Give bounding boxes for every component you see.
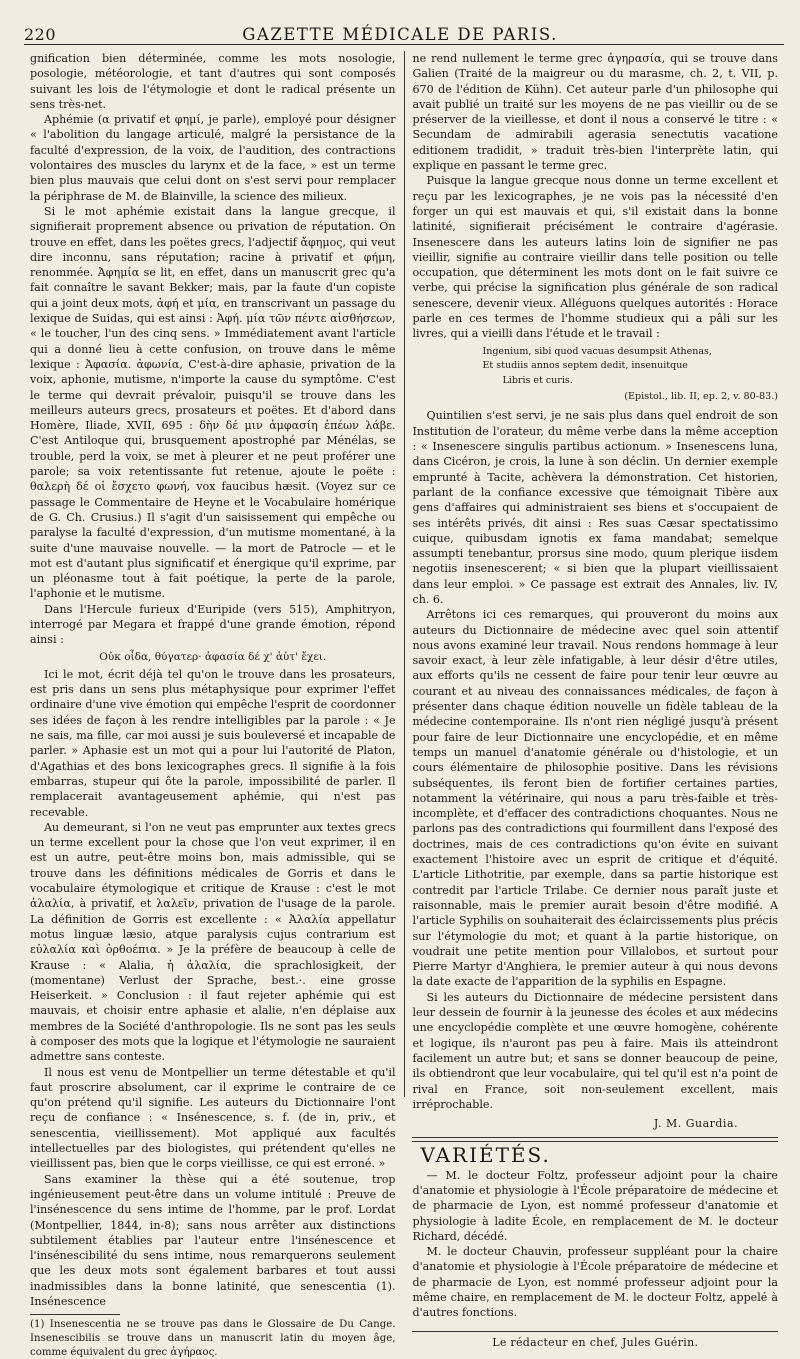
page-number: 220 [24, 25, 57, 44]
quote-line: Ingenium, sibi quod vacuas desumpsit Athenas, [482, 345, 712, 357]
paragraph: Si le mot aphémie existait dans la langue grecque, il signifierait proprement absence ou privation de réputation. On trouve en effet, dans les poëtes grecs, l'adjectif ἄφημος, qui veut dire inconnu, sans réputation; racine à privatif et φήμη, renommée. Ἀφημία se lit, en effet, dans un manuscrit grec qu'a fait connaître le savant Bekker; mais, par la faute d'un copiste qui a joint deux mots, ἀφή et μία, en transcrivant un passage du lexique de Suidas, qui est ainsi : Ἀφή. μία τῶν πέντε αἰσθήσεων, « le toucher, l'un des cinq sens. » Immédiatement avant l'article qui a donné lieu à cette confusion, on trouve dans le même lexique : Ἀφασία. ἀφωνία, C'est-à-dire aphasie, privation de la voix, aphonie, mutisme, n'importe la cause du symptôme. C'est le terme qui devrait prévaloir, puisqu'il se trouve dans les meilleurs auteurs grecs, prosateurs et poëtes. Et d'abord dans Homère, Iliade, XVII, 695 : δὴν δέ μιν ἀμφασίη ἐπέων λάβε. C'est Antiloque qui, brusquement apostrophé par Ménélas, se trouble, perd la voix, se met à pleurer et ne peut proférer une parole; sa voix retentissante fut retenue, ajoute le poëte : θαλερὴ δέ οἱ ἔσχετο φωνή, vox faucibus hæsit. (Voyez sur ce passage le Commentaire de Heyne et le Vocabulaire homérique de G. Ch. Crusius.) Il s'agit d'un saisissement qui empêche ou paralyse la faculté d'expression, d'un mutisme momentané, à la suite d'une mauvaise nouvelle. — la mort de Patrocle — et le mot est d'autant plus significatif et énergique qu'il exprime, par un pléonasme tout à fait poétique, la perte de la parole, l'aphonie et le mutisme. [30, 204, 396, 601]
paragraph: Quintilien s'est servi, je ne sais plus dans quel endroit de son Institution de l'orateur, du même verbe dans la même acception : « Insenescere singulis partibus actionum. » Insenescens luna, dans Cicéron, je crois, la lune à son déclin. Un dernier exemple emprunté à Tacite, achèvera la démonstration. Cet historien, parlant de la confiance excessive que témoignait Tibère aux gens d'affaires qui administraient ses biens et s'occupaient de ses intérêts privés, dit ainsi : Res suas Cæsar spectatissimo cuique, quibusdam ignotis ex fama mandabat; semelque assumpti tenebantur, prorsus sine modo, quum plerique iisdem negotiis insenescerent; « si bien que la plupart vieillissaient dans leur emploi. » Ce passage est extrait des Annales, liv. IV, ch. 6. [412, 409, 778, 606]
greek-quotation: Οὐκ οἶδα, θύγατερ· ἀφασία δέ χ' ἁὑτ' ἔχει. [99, 650, 327, 663]
footnote-rule [30, 1314, 120, 1315]
paragraph: Il nous est venu de Montpellier un terme détestable et qu'il faut proscrire absolument, car il exprime le contraire de ce qu'on prétend qu'il signifie. Les auteurs du Dictionnaire l'ont reçu de confiance : « Insénescence, s. f. (de in, priv., et senescentia, vieillissement). Mot appliqué aux facultés intellectuelles par des biologistes, qui prétendent qu'elles ne vieillissent pas, bien que le corps vieillisse, ce qui est erroné. » [30, 1065, 396, 1171]
quote-citation: (Epistol., lib. II, ep. 2, v. 80-83.) [624, 391, 778, 403]
page-header [24, 14, 784, 45]
news-item: M. le docteur Chauvin, professeur suppléant pour la chaire d'anatomie et physiologie à l'École préparatoire de médecine et de pharmacie de Lyon, est nommé professeur adjoint pour la même chaire, en remplacement de M. le docteur Foltz, appelé à d'autres fonctions. [412, 1245, 778, 1320]
right-column [404, 51, 784, 1349]
paragraph: ne rend nullement le terme grec ἀγηρασία, qui se trouve dans Galien (Traité de la maigreur ou du marasme, ch. 2, t. VII, p. 670 de l'édition de Kühn). Cet auteur parle d'un philosophe qui avait publié un traité sur les moyens de ne pas vieillir ou de se préserver de la vieillesse, et dont il nous a conservé le titre : « Secundam de admirabili agerasia senectutis vacatione editionem tradidit, » traduit très-bien l'interprète latin, qui explique en passant le terme grec. [412, 52, 778, 173]
paragraph: Aphémie (α privatif et φημί, je parle), employé pour désigner « l'abolition du langage articulé, malgré la persistance de la faculté d'expression, de la voix, de l'audition, des contractions volontaires des muscles du larynx et de la face, » est un terme bien plus mauvais que celui dont on s'est servi pour remplacer la périphrase de M. de Blainville, la science des milieux. [30, 113, 396, 203]
paragraph: Dans l'Hercule furieux d'Euripide (vers 515), Amphitryon, interrogé par Megara et frappé d'une grande émotion, répond ainsi : [30, 602, 396, 647]
paragraph: Au demeurant, si l'on ne veut pas emprunter aux textes grecs un terme excellent pour la chose que l'on veut exprimer, il en est un autre, peut-être moins bon, mais admissible, qui se trouve dans les définitions médicales de Gorris et dans le vocabulaire étymologique et critique de Krause : c'est le mot ἀλαλία, à privatif, et λαλεῖν, privation de l'usage de la parole. La définition de Gorris est excellente : « Ἀλαλία appellatur motus linguæ læsio, atque paralysis cujus contrarium est εὐλαλία καὶ ὀρθοέπια. » Je la préfère de beaucoup à celle de Krause : « Alalia, ἡ ἀλαλία, die sprachlosigkeit, der (momentane) Verlust der Sprache, best.·. eine grosse Heiserkeit. » Conclusion : il faut rejeter aphémie qui est mauvais, et choisir entre aphasie et alalie, n'en déplaise aux membres de la Société d'anthropologie. Ils ne sont pas les seuls à composer des mots que la logique et l'étymologie ne sauraient admettre sans conteste. [30, 820, 396, 1064]
horace-quotation [412, 346, 778, 405]
news-item: — M. le docteur Foltz, professeur adjoint pour la chaire d'anatomie et physiologie à l'École préparatoire de médecine et de pharmacie de Lyon, est nommé professeur d'anatomie et physiologie à ladite École, en remplacement de M. le docteur Richard, décédé. [412, 1168, 778, 1243]
paragraph: Arrêtons ici ces remarques, qui prouveront du moins aux auteurs du Dictionnaire de médecine avec quel soin attentif nous avons examiné leur travail. Nous rendons hommage à leur savoir exact, à leur zèle infatigable, à leur désir d'être utiles, aux efforts qu'ils ne cessent de faire pour tenir leur œuvre au courant et au niveau des connaissances médicales, de façon à présenter dans chaque édition nouvelle un fidèle tableau de la médecine contemporaine. Ils n'ont rien négligé jusqu'à présent pour faire de leur Dictionnaire une encyclopédie, et en même temps un manuel d'anatomie générale ou d'histologie, et un cours élémentaire de philosophie positive. Dans les révisions subséquentes, ils feront bien de fortifier certaines parties, notamment la vétérinaire, qui nous a paru très-faible et très-incomplète, et d'effacer des contradictions choquantes. Nous ne parlons pas des contradictions qui fourmillent dans l'exposé des doctrines, mais de ces contradictions qu'on évite en suivant exactement l'histoire avec un esprit de critique et d'équité. L'article Lithotritie, par exemple, dans sa partie historique est contredit par l'article Trilabe. Ce dernier nous paraît juste et raisonnable, mais le premier aurait besoin d'être modifié. A l'article Syphilis on souhaiterait des éclaircissements plus précis sur l'étymologie du mot; et quant à la partie historique, on voudrait une petite mention pour Villalobos, et surtout pour Pierre Martyr d'Anghiera, le premier auteur à qui nous devons la date exacte de l'apparition de la syphilis en Espagne. [412, 608, 778, 989]
paragraph: Ici le mot, écrit déjà tel qu'on le trouve dans les prosateurs, est pris dans un sens plus métaphysique pour exprimer l'effet ordinaire d'une vive émotion qui empêche l'esprit de coordonner ses idées de façon à les rendre intelligibles par la parole : « Je ne sais, ma fille, car moi aussi je suis bouleversé et incapable de parler. » Aphasie est un mot qui a pour lui l'autorité de Platon, d'Agathias et des bons lexicographes grecs. Il signifie à la fois embarras, stupeur qui ôte la parole, impossibilité de parler. Il remplacerait avantageusement aphémie, qui n'est pas recevable. [30, 667, 396, 819]
article-columns [24, 51, 784, 1358]
footnote: (1) Insenescentia ne se trouve pas dans le Glossaire de Du Cange. Insenescibilis se trouve dans un manuscrit latin du moyen âge, comme équivalent du grec ἀγήραος. [30, 1319, 396, 1358]
section-heading: VARIÉTÉS. [420, 1143, 551, 1168]
paragraph: Sans examiner la thèse qui a été soutenue, trop ingénieusement peut-être dans un volume intitulé : Preuve de l'insénescence du sens intime de l'homme, par le prof. Lordat (Montpellier, 1844, in-8); sans nous arrêter aux distinctions subtilement établies par l'auteur entre l'insénescence et l'insénescibilité du sens intime, nous remarquerons seulement que les deux mots sont également barbares et tout aussi inadmissibles dans la bonne latinité, que senescentia (1). Insénescence [30, 1172, 396, 1309]
quote-line: Et studiis annos septem dedit, insenuitque [482, 360, 688, 372]
author-signature: J. M. Guardia. [653, 1117, 738, 1131]
editor-line: Le rédacteur en chef, Jules Guérin. [412, 1331, 778, 1350]
quote-line: Libris et curis. [502, 374, 573, 386]
section-divider [412, 1137, 778, 1142]
paragraph: Si les auteurs du Dictionnaire de médecine persistent dans leur dessein de fournir à la jeunesse des écoles et aux médecins une encyclopédie complète et une œuvre homogène, cohérente et logique, ils n'auront pas peu à faire. Mais ils atteindront facilement un autre but; et sans se donner beaucoup de peine, ils obtiendront que leur vocabulaire, qui tel qu'il est n'a point de rival en France, soit non-seulement excellent, mais irréprochable. [412, 990, 778, 1111]
journal-title: GAZETTE MÉDICALE DE PARIS. [242, 25, 558, 44]
paragraph: Puisque la langue grecque nous donne un terme excellent et reçu par les lexicographes, je ne vois pas la nécessité d'en forger un qui est mauvais et qui, s'il existait dans la bonne latinité, signifierait précisément le contraire d'agérasie. Insenescere dans les auteurs latins loin de signifier ne pas vieillir, signifie au contraire vieillir dans telle position ou telle occupation, que déterminent les mots dont on le fait suivre ce verbe, qui précise la signification plus générale de son radical senescere, devenir vieux. Alléguons quelques autorités : Horace parle en ces termes de l'homme studieux qui a pâli sur les livres, qui a vieilli dans l'étude et le travail : [412, 174, 778, 341]
left-column [24, 51, 404, 1358]
paragraph: gnification bien déterminée, comme les mots nosologie, posologie, météorologie, et tant d'autres qui sont composés suivant les lois de l'étymologie et dont le radical présente un sens très-net. [30, 52, 396, 111]
